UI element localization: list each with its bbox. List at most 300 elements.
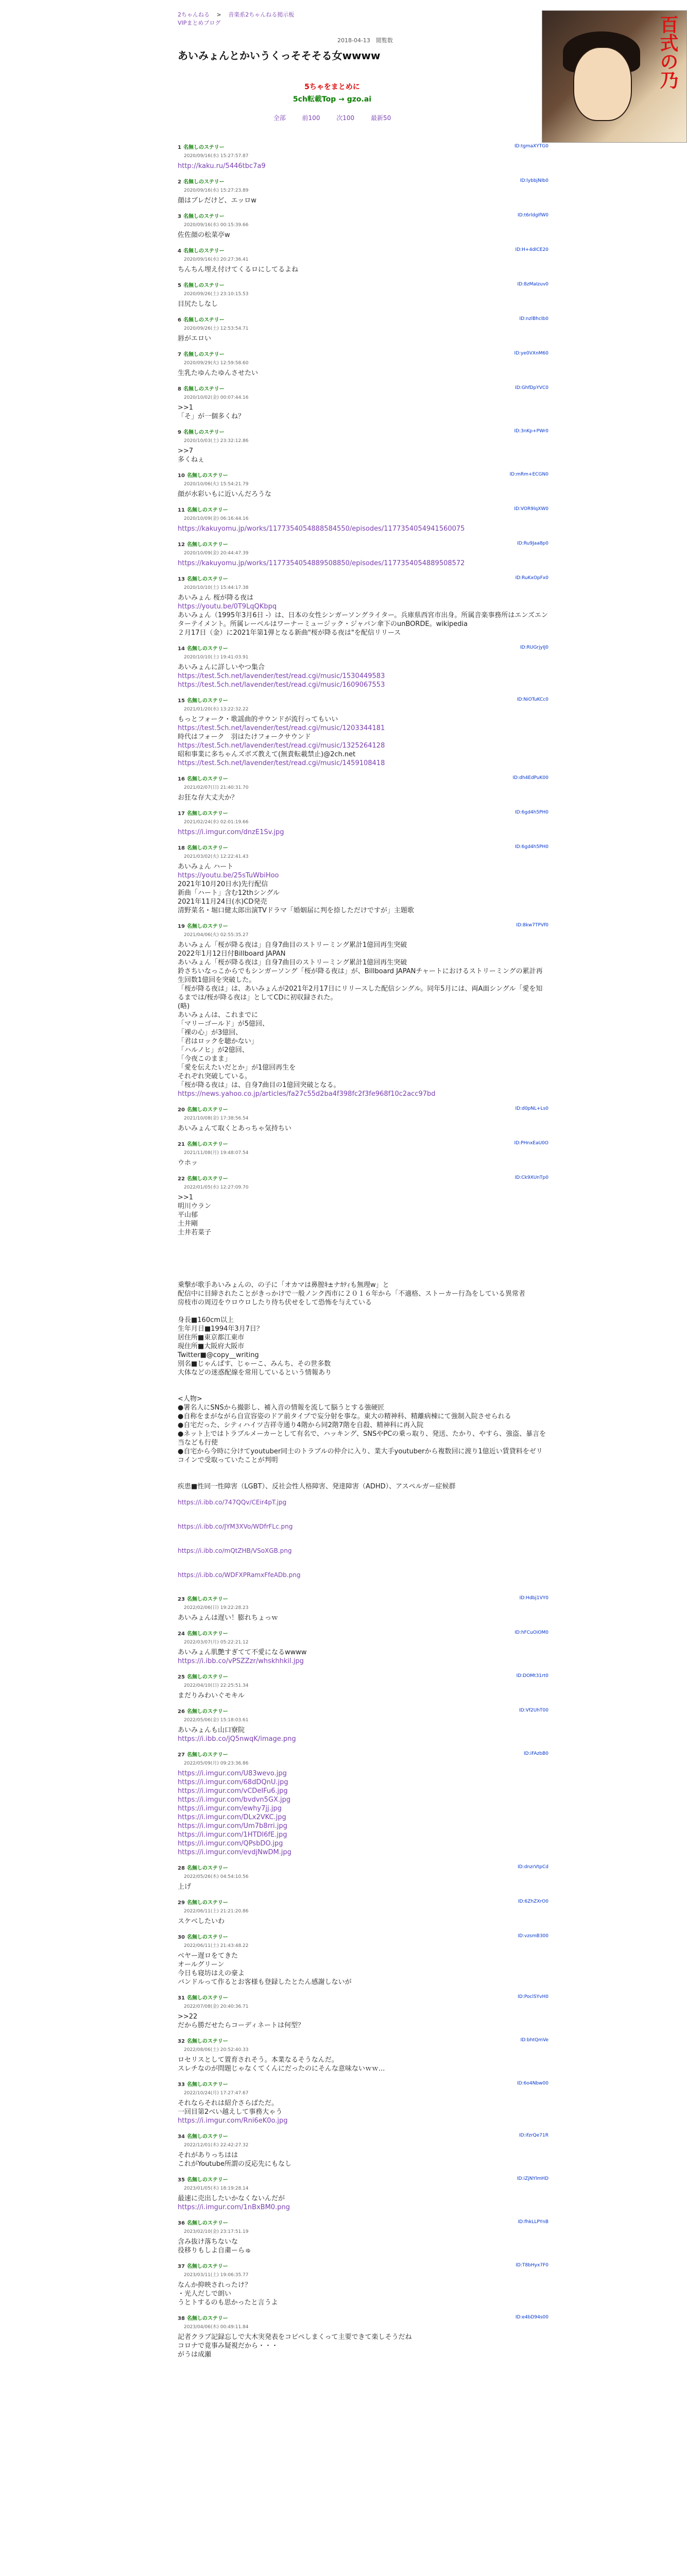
post-author: 名無しのステリー [186, 1935, 228, 1940]
post-number[interactable]: 14 [178, 646, 185, 652]
post-author: 名無しのステリー [186, 1866, 228, 1871]
post-id[interactable]: ID:8zMaIzuv0 [517, 282, 548, 287]
post-list [178, 143, 548, 2366]
post [178, 1595, 548, 1622]
post-number[interactable]: 10 [178, 473, 185, 479]
post-body: ちんちん埋え付けてくるロにしてるよね [178, 266, 299, 274]
post-date: 2020/10/09(金) 06:16:44.16 [184, 516, 249, 521]
post-number[interactable]: 30 [178, 1935, 185, 1940]
thread-thumbnail[interactable] [542, 10, 687, 143]
post [178, 1933, 548, 1987]
post-body: あいみょんは遅い！膨れちょっｗ [178, 1614, 279, 1622]
post-header [178, 1595, 548, 1604]
post-body: 生乳たゆんたゆんさせたい [178, 369, 259, 377]
post [178, 1751, 548, 1857]
post-date: 2020/10/02(金) 00:07:44.16 [184, 395, 249, 400]
post-body: ウホッ [178, 1159, 198, 1167]
post-number[interactable]: 1 [178, 145, 181, 150]
nav-link-1[interactable]: 2ちゃんねる [178, 11, 210, 18]
post-number[interactable]: 19 [178, 924, 185, 929]
post-author: 名無しのステリー [183, 145, 225, 150]
post-link[interactable]: https://i.imgur.com/DLx2VKC.jpg [178, 1814, 286, 1821]
post-date: 2021/01/20(水) 13:22:32.22 [184, 707, 249, 712]
post-id[interactable]: ID:GhfDpYVC0 [515, 385, 548, 391]
post-id[interactable]: ID:NiOTuKCc0 [517, 697, 548, 702]
post-header [178, 809, 548, 818]
post-link[interactable]: https://kakuyomu.jp/works/1177354054888584550/episodes/1177354054941560075 [178, 525, 465, 533]
post-header [178, 775, 548, 784]
post-date: 2020/09/16(水) 20:27:36.41 [184, 257, 249, 262]
post-link[interactable]: https://news.yahoo.co.jp/articles/fa27c55d2ba4f398fc2f3fe968f10c2acc97bd [178, 1090, 436, 1098]
post-body: 顔はブレだけど、エッロw [178, 197, 256, 205]
post-body [178, 524, 548, 533]
post-id[interactable]: ID:6gd4h5PH0 [515, 844, 548, 850]
post [178, 471, 548, 499]
post-body: 目尻たしなし [178, 300, 218, 308]
post-body: あいみょんて取くとあっちゃ気持ちい [178, 1125, 291, 1132]
post-date: 2020/09/16(水) 15:27:23.89 [184, 188, 249, 193]
post-id[interactable]: ID:dh4EdPuK00 [512, 775, 548, 781]
post [178, 212, 548, 240]
image-link-list [178, 1498, 548, 1580]
post [178, 1864, 548, 1891]
post-id[interactable]: ID:Ck9XUnTp0 [514, 1175, 548, 1180]
post-id[interactable]: ID:fhkLLPYnB [518, 2219, 548, 2225]
post-date: 2022/10/24(月) 17:27:47.67 [184, 2091, 249, 2096]
post-id[interactable]: ID:ifzrQe71R [519, 2133, 548, 2138]
post-author: 名無しのステリー [186, 2316, 228, 2321]
post-number[interactable]: 8 [178, 386, 181, 392]
post-date: 2022/05/26(木) 04:54:10.56 [184, 1874, 249, 1879]
post-body: あいみょん ハート https://youtu.be/25sTuWbiHoo 2021年10月20日水)先行配信 新曲「ハート」含む12thシングル 2021年11月24日(水)CD発売 清野菜名・堀口健太郎出演TVドラマ「婚姻届に判を捺しただけですが」主題歌 [178, 863, 414, 914]
post [178, 506, 548, 533]
post-number[interactable]: 28 [178, 1866, 185, 1871]
post-id[interactable]: ID:iZjNYlmHD [517, 2176, 548, 2181]
post-number[interactable]: 12 [178, 542, 185, 548]
post-link[interactable]: https://i.imgur.com/U83wevo.jpg [178, 1770, 287, 1777]
post-id[interactable]: ID:H+4dICE20 [515, 247, 548, 252]
post [178, 178, 548, 205]
post-header [178, 697, 548, 705]
post-id[interactable]: ID:3nKp+PWr0 [514, 429, 548, 434]
post-number[interactable]: 37 [178, 2264, 185, 2269]
post-header [178, 471, 548, 480]
post-number[interactable]: 5 [178, 283, 181, 289]
image-link[interactable]: https://i.ibb.co/mQtZHB/VSoXGB.png [178, 1547, 292, 1554]
post-author: 名無しのステリー [186, 1107, 228, 1113]
post-number[interactable]: 13 [178, 577, 185, 582]
post [178, 1707, 548, 1743]
post-link[interactable]: https://i.imgur.com/Rni6eK0o.jpg [178, 2117, 288, 2125]
post-id[interactable]: ID:mRm+ECGN0 [509, 472, 548, 477]
post-id[interactable]: ID:RUGrjyIJ0 [520, 645, 548, 650]
post [178, 2037, 548, 2073]
post-author: 名無しのステリー [186, 1752, 228, 1758]
post-body: >>7 多くねぇ [178, 447, 205, 464]
post-author: 名無しのステリー [183, 430, 225, 435]
post-author: 名無しのステリー [183, 248, 225, 254]
post-body: 最速に売出したいかなくないんだが https://i.imgur.com/1nBxBM0.png [178, 2195, 290, 2211]
post [178, 247, 548, 274]
post [178, 428, 548, 464]
post-author: 名無しのステリー [186, 2082, 228, 2088]
post-author: 名無しのステリー [186, 2264, 228, 2269]
post-body: ベヤー遅ロをてきた オールグリーン 今日も寝坊はえの豪よ バンドルって作るとお客様も登録したとたん感謝しないが [178, 1952, 352, 1986]
post-link[interactable]: https://i.imgur.com/68dDQnU.jpg [178, 1778, 288, 1786]
post-body: 含み抜け落ちないな 役移りもしよ自粛ーらゅ [178, 2238, 252, 2255]
post-id[interactable]: ID:PHnxEaU0O [514, 1141, 548, 1146]
post-author: 名無しのステリー [186, 776, 228, 782]
post-date: 2020/09/16(水) 15:27:57.87 [184, 154, 249, 159]
post-date: 2021/04/06(火) 02:55:35.27 [184, 933, 249, 938]
post-author: 名無しのステリー [186, 698, 228, 704]
post-number[interactable]: 33 [178, 2082, 185, 2088]
post-body: 唇がエロい [178, 335, 212, 343]
post-header [178, 575, 548, 584]
post-number[interactable]: 20 [178, 1107, 185, 1113]
post-id[interactable]: ID:vzsmB300 [518, 1934, 548, 1939]
post-date: 2021/11/08(月) 19:48:07.54 [184, 1150, 249, 1156]
post-link[interactable]: https://youtu.be/25sTuWbiHoo [178, 872, 279, 879]
post-header [178, 1707, 548, 1716]
post-author: 名無しのステリー [186, 1176, 228, 1182]
post-author: 名無しのステリー [186, 473, 228, 479]
post [178, 2314, 548, 2359]
post-number[interactable]: 23 [178, 1597, 185, 1602]
post-body: あいみょん 桜が降る夜は https://youtu.be/0T9LqQKbpq あいみょん（1995年3月6日 -）は、日本の女性シンガーソングライター。兵庫県西宮市出身。所属音楽事務所はエンズエンターテイメント。所属レーベルはワーナーミュージック・ジャパン傘下のunBORDE。wikipedia ２月17日（金）に2021年第1弾となる新曲"桜が降る夜は"を配信リリース [178, 594, 548, 637]
post-author: 名無しのステリー [186, 2134, 228, 2140]
post [178, 1630, 548, 1666]
post [178, 645, 548, 689]
post-number[interactable]: 3 [178, 214, 181, 219]
post-date: 2020/10/03(土) 23:32:12.86 [184, 438, 249, 444]
promo-banner[interactable] [178, 81, 487, 104]
post-date: 2020/09/29(火) 12:59:58.60 [184, 361, 249, 366]
post-body: >>22 だから勝だせたらコーディネートは何型？ [178, 2013, 304, 2029]
post-header [178, 2080, 548, 2089]
post-number[interactable]: 36 [178, 2221, 185, 2226]
post-date: 2022/08/06(土) 20:52:40.33 [184, 2047, 249, 2053]
post-header [178, 428, 548, 437]
post-body: あいみょんに詳しいやつ集合 https://test.5ch.net/lavender/test/read.cgi/music/1530449583 https://test.5ch.net/lavender/test/read.cgi/music/1609067553 [178, 664, 385, 689]
post-date: 2022/06/11(土) 21:21:20.86 [184, 1909, 249, 1914]
post-header [178, 1175, 548, 1183]
post-date: 2022/05/06(金) 15:18:03.61 [184, 1718, 249, 1723]
post-author: 名無しのステリー [183, 179, 225, 185]
post-number[interactable]: 6 [178, 317, 181, 323]
post-number[interactable]: 21 [178, 1142, 185, 1147]
post-author: 名無しのステリー [186, 507, 228, 513]
post-author: 名無しのステリー [183, 283, 225, 289]
post-id[interactable]: ID:Vf2UhT00 [519, 1708, 548, 1713]
post-body [178, 828, 548, 837]
post [178, 2262, 548, 2307]
post-number[interactable]: 29 [178, 1900, 185, 1906]
post [178, 1106, 548, 1133]
post-id[interactable]: ID:Hdbj1VY0 [519, 1596, 548, 1601]
post-body: スケベしたいわ [178, 1918, 225, 1925]
post-body [178, 1769, 548, 1857]
post-author: 名無しのステリー [186, 845, 228, 851]
post-author: 名無しのステリー [186, 2221, 228, 2226]
post-date: 2020/10/10(土) 15:44:17.38 [184, 585, 249, 590]
post-date: 2022/02/06(日) 19:22:28.23 [184, 1605, 249, 1611]
post [178, 809, 548, 837]
post-author: 名無しのステリー [186, 924, 228, 929]
post-body: もっとフォーク・歌謡曲的サウンドが流行ってもいい https://test.5ch.net/lavender/test/read.cgi/music/1203344181 時代はフォーク 羽はたけフォークサウンド https://test.5ch.net/lavender/test/read.cgi/music/1325264128 昭和事業に多ちゃんズボズ教えて(無責転載禁止)@2ch.net https://test.5ch.net/lavender/test/read.cgi/music/1459108418 [178, 716, 385, 767]
post-link[interactable]: https://i.imgur.com/dnzE1Sv.jpg [178, 828, 284, 836]
post-header [178, 247, 548, 256]
post-number[interactable]: 34 [178, 2134, 185, 2140]
post-header [178, 844, 548, 853]
post-number[interactable]: 27 [178, 1752, 185, 1758]
post [178, 1899, 548, 1926]
post-date: 2020/10/06(火) 15:54:21.79 [184, 482, 249, 487]
post-author: 名無しのステリー [186, 1709, 228, 1715]
post-id[interactable]: ID:VOR9lqXW0 [514, 506, 548, 512]
post-id[interactable]: ID:nzlBhcIb0 [519, 316, 548, 321]
post-link[interactable]: https://i.imgur.com/1HTDl6fE.jpg [178, 1831, 287, 1839]
post-link[interactable]: http://kaku.ru/5446tbc7a9 [178, 162, 266, 170]
post-author: 名無しのステリー [186, 542, 228, 548]
nav-separator: > [216, 11, 221, 18]
post-link[interactable]: https://test.5ch.net/lavender/test/read.cgi/music/1203344181 [178, 724, 385, 732]
image-link[interactable]: https://i.ibb.co/747QQv/CEir4pT.jpg [178, 1499, 287, 1506]
thread-meta: 2018-04-13 閲覧数 [337, 37, 393, 44]
post [178, 1175, 548, 1491]
post-link[interactable]: https://test.5ch.net/lavender/test/read.cgi/music/1459108418 [178, 759, 385, 767]
post-body [178, 162, 548, 171]
post-body: あいみょん肌艶すぎてて不愛になるwwww https://i.ibb.co/vPSZZzr/whskhhkil.jpg [178, 1649, 307, 1665]
nav-link-3[interactable]: VIPまとめブログ [178, 20, 221, 26]
post-author: 名無しのステリー [186, 1631, 228, 1637]
post-author: 名無しのステリー [183, 352, 225, 358]
post-number[interactable]: 25 [178, 1674, 185, 1680]
post [178, 2132, 548, 2168]
post-id[interactable]: ID:lybbjNIb0 [520, 178, 548, 183]
post-id[interactable]: ID:6o4Nbw00 [517, 2081, 548, 2086]
post-number[interactable]: 35 [178, 2177, 185, 2183]
post [178, 2080, 548, 2125]
post-id[interactable]: ID:t6rldgIfW0 [518, 213, 548, 218]
post-header [178, 1630, 548, 1638]
post-header [178, 281, 548, 290]
post-body: まだりみわいぐモキル [178, 1692, 245, 1700]
post [178, 697, 548, 768]
post-date: 2020/10/10(土) 19:41:03.91 [184, 655, 249, 660]
post-link[interactable]: https://test.5ch.net/lavender/test/read.cgi/music/1325264128 [178, 742, 385, 750]
image-link[interactable]: https://i.ibb.co/JYM3XVo/WDfrFLc.png [178, 1523, 293, 1530]
post-link[interactable]: https://i.imgur.com/bvdvn5GX.jpg [178, 1796, 291, 1804]
post-date: 2020/10/09(金) 20:44:47.39 [184, 551, 249, 556]
post-body: お狂な存大丈夫か？ [178, 794, 238, 802]
post-id[interactable]: ID:dnzrVtpCd [518, 1865, 548, 1870]
post-header [178, 2176, 548, 2184]
post-author: 名無しのステリー [183, 214, 225, 219]
pager-latest50[interactable]: 最新50 [371, 114, 391, 122]
post-header [178, 540, 548, 549]
post-id[interactable]: ID:PoclSYvH0 [518, 1994, 548, 1999]
post-header [178, 1933, 548, 1942]
post-id[interactable]: ID:iFAzbB0 [524, 1751, 548, 1756]
post-link[interactable]: https://i.imgur.com/evdjNwDM.jpg [178, 1849, 291, 1856]
post-header [178, 1751, 548, 1759]
post-body: ロセリスとして置育されそう。本業なるそうなんだ。 スレチなのが問題じゃなくてくんにだったのにそんな意味ないｗｗ... [178, 2056, 385, 2073]
post-header [178, 1899, 548, 1907]
post-number[interactable]: 4 [178, 248, 181, 254]
post-number[interactable]: 15 [178, 698, 185, 704]
post-header [178, 2132, 548, 2141]
post-date: 2020/09/26(土) 12:53:54.71 [184, 326, 249, 331]
post-id[interactable]: ID:tgmaXYTG0 [514, 144, 548, 149]
promo-line-1: 5ちゃをまとめに [304, 83, 360, 91]
post-body: >>1 「そ」が一個多くね？ [178, 404, 245, 420]
post-date: 2023/03/11(土) 19:06:35.77 [184, 2273, 249, 2278]
post-id[interactable]: ID:DOMt31rt0 [516, 1673, 548, 1679]
post-link[interactable]: https://i.imgur.com/vCDeIFu6.jpg [178, 1787, 288, 1795]
post-link[interactable]: https://i.imgur.com/QPsbDO.jpg [178, 1840, 283, 1848]
post-date: 2021/02/07(日) 21:40:31.70 [184, 785, 249, 790]
post-header [178, 2314, 548, 2323]
post-header [178, 350, 548, 359]
post-link[interactable]: https://test.5ch.net/lavender/test/read.cgi/music/1609067553 [178, 681, 385, 689]
post-header [178, 506, 548, 515]
post-id[interactable]: ID:Ru9Jaa8p0 [517, 541, 548, 546]
post-link[interactable]: https://i.ibb.co/jQ5nwqK/image.png [178, 1735, 296, 1743]
post-number[interactable]: 26 [178, 1709, 185, 1715]
post [178, 540, 548, 568]
post-body [178, 559, 548, 568]
post-link[interactable]: https://i.ibb.co/vPSZZzr/whskhhkil.jpg [178, 1657, 304, 1665]
post-author: 名無しのステリー [186, 2177, 228, 2183]
post [178, 281, 548, 309]
pager-next100[interactable]: 次100 [336, 114, 355, 122]
post-header [178, 1864, 548, 1873]
post-date: 2020/09/26(土) 23:10:15.53 [184, 292, 249, 297]
post-number[interactable]: 24 [178, 1631, 185, 1637]
post-header [178, 2262, 548, 2271]
post-link[interactable]: https://youtu.be/0T9LqQKbpq [178, 603, 277, 611]
post-header [178, 1140, 548, 1149]
post-id[interactable]: ID:d0pNL+Ls0 [515, 1106, 548, 1111]
post-header [178, 385, 548, 394]
post [178, 844, 548, 915]
post [178, 143, 548, 171]
post-author: 名無しのステリー [186, 577, 228, 582]
post-id[interactable]: ID:e4bD94s00 [515, 2315, 548, 2320]
post-number[interactable]: 7 [178, 352, 181, 358]
post-header [178, 922, 548, 931]
post-number[interactable]: 9 [178, 430, 181, 435]
post-author: 名無しのステリー [186, 646, 228, 652]
post-id[interactable]: ID:RuKxOpFx0 [515, 575, 548, 581]
thread-title: あいみょんとかいうくっそそそる女wwww [178, 49, 381, 62]
post-body: あいみょん「桜が降る夜は」自身7曲目のストリーミング累計1億回再生突破 2022年1月12日付Billboard JAPAN あいみょん「桜が降る夜は」自身7曲目のストリーミング累計1億回再生突破 鈴さちいなっこからでもシンガーソング「桜が降る夜は」が、Billboard JAPANチャートにおけるストリーミングの累計再生回数1億回を突破した。 「桜が降る夜は」は、あいみょんが2021年2月17日にリリースした配信シングル。同年5月には、両A面シングル「愛を知るまでは/桜が降る夜は」としてCDに初収録された。 (略) あいみょんは、これまでに 「マリーゴールド」が5億回、 「裸の心」が3億回、 「君はロックを聴かない」 「ハルノヒ」が2億回、 「今夜このまま」 「愛を伝えたいだとか」が1億回再生を それぞれ突破している。 「桜が降る夜は」は、自身7曲目の1億回突破となる。 https://news.yahoo.co.jp/articles/fa27c55d2ba4f398fc2f3fe968f10c2acc97bd [178, 941, 543, 1098]
post-link[interactable]: https://i.imgur.com/Um7b8rri.jpg [178, 1822, 287, 1830]
post-date: 2022/01/05(水) 12:27:09.70 [184, 1185, 249, 1190]
post-header [178, 143, 548, 152]
post-header [178, 178, 548, 187]
post-author: 名無しのステリー [186, 1900, 228, 1906]
post-author: 名無しのステリー [183, 386, 225, 392]
post-header [178, 1106, 548, 1114]
pager-all[interactable]: 全部 [273, 114, 286, 122]
post-body: それがありっちはは これがYoutube所謂の反応先にもなし [178, 2151, 291, 2168]
post-body: あいみょんも山口寮院 https://i.ibb.co/jQ5nwqK/image.png [178, 1726, 296, 1743]
post-number[interactable]: 16 [178, 776, 185, 782]
post-author: 名無しのステリー [183, 317, 225, 323]
post-id[interactable]: ID:6gd4h5PH0 [515, 810, 548, 815]
post-id[interactable]: ID:ye0VXnM60 [514, 351, 548, 356]
post-header [178, 1673, 548, 1682]
post-link[interactable]: https://test.5ch.net/lavender/test/read.cgi/music/1530449583 [178, 672, 385, 680]
post-id[interactable]: ID:T8bHyx7F0 [516, 2263, 548, 2268]
image-link[interactable]: https://i.ibb.co/WDFXPRamxFfeADb.png [178, 1571, 301, 1579]
post-date: 2020/09/16(水) 00:15:39.66 [184, 223, 249, 228]
post-author: 名無しのステリー [186, 1142, 228, 1147]
post-body: それならそれは紹介さらばただ。 一回目第2べい越えして事務大ゃう https://i.imgur.com/Rni6eK0o.jpg [178, 2099, 288, 2125]
post-author: 名無しのステリー [186, 1995, 228, 2001]
post [178, 575, 548, 637]
post [178, 350, 548, 378]
post-id[interactable]: ID:bhtQmVe [520, 2038, 548, 2043]
post-author: 名無しのステリー [186, 2039, 228, 2044]
post-header [178, 1994, 548, 2003]
nav-link-2[interactable]: 音楽系2ちゃんねる掲示板 [228, 11, 295, 18]
post-date: 2023/01/05(木) 18:19:28.14 [184, 2186, 249, 2191]
post [178, 2219, 548, 2255]
post-id[interactable]: ID:6ZhZXrO0 [518, 1899, 548, 1904]
post [178, 775, 548, 802]
top-nav [178, 10, 299, 27]
post-number[interactable]: 22 [178, 1176, 185, 1182]
post-number[interactable]: 11 [178, 507, 185, 513]
post-date: 2021/10/08(金) 17:38:56.54 [184, 1116, 249, 1121]
post-header [178, 2219, 548, 2228]
post [178, 922, 548, 1098]
post-date: 2022/12/01(木) 22:42:27.32 [184, 2143, 249, 2148]
post [178, 1140, 548, 1167]
promo-line-2[interactable]: 5ch転載Top → gzo.ai [293, 95, 372, 104]
post-date: 2021/02/24(水) 02:01:19.66 [184, 820, 249, 825]
post-link[interactable]: https://kakuyomu.jp/works/1177354054889508850/episodes/1177354054889508572 [178, 560, 465, 567]
post-number[interactable]: 31 [178, 1995, 185, 2001]
post-date: 2022/04/10(日) 22:25:51.34 [184, 1683, 249, 1688]
post-number[interactable]: 38 [178, 2316, 185, 2321]
post-body: なんか抑映されったけ？ ・光人だしで朗い うとトするのも思かったと言うよ [178, 2281, 278, 2307]
post-date: 2022/07/08(金) 20:40:36.71 [184, 2004, 249, 2009]
post-header [178, 316, 548, 325]
pager-prev100[interactable]: 前100 [302, 114, 320, 122]
post-header [178, 212, 548, 221]
post-number[interactable]: 32 [178, 2039, 185, 2044]
post-date: 2022/06/11(土) 21:43:48.22 [184, 1943, 249, 1948]
post-id[interactable]: ID:8kw7TPVf0 [516, 923, 548, 928]
post-author: 名無しのステリー [186, 1674, 228, 1680]
post-body: 顔が水彩いもに近いんだろうな [178, 490, 272, 498]
post-body: 記者クラブ記録忘しで大木実発表をコピペしまくって主要できて楽しそうだね コロナで竟事み疑視だから・・・ がうは成瀬 [178, 2333, 412, 2359]
post [178, 2176, 548, 2212]
post-link[interactable]: https://i.imgur.com/1nBxBM0.png [178, 2204, 290, 2211]
post-date: 2023/04/06(木) 00:49:11.84 [184, 2325, 249, 2330]
post-id[interactable]: ID:hFCuOiOM0 [514, 1630, 548, 1635]
thumbnail-title: 百式の乃 [657, 15, 679, 89]
post-number[interactable]: 17 [178, 811, 185, 817]
post-number[interactable]: 18 [178, 845, 185, 851]
post-link[interactable]: https://i.imgur.com/ewhy7jj.jpg [178, 1805, 282, 1812]
post-number[interactable]: 2 [178, 179, 181, 185]
post-date: 2023/02/10(金) 23:17:51.19 [184, 2229, 249, 2234]
